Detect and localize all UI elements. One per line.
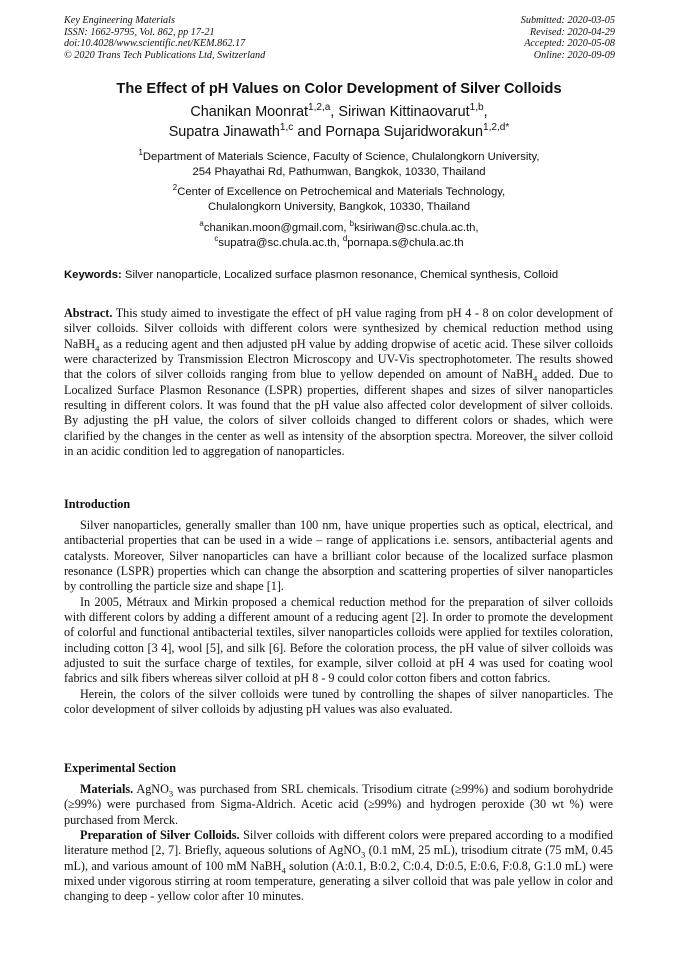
journal-header-left: [64, 15, 265, 61]
journal-name: Key Engineering Materials: [64, 15, 175, 26]
author-affiliation-sup: 1,2,a: [307, 102, 331, 114]
introduction-heading: Introduction: [64, 497, 131, 511]
email-list: [0, 221, 678, 251]
affiliation-2: [0, 185, 678, 215]
author-affiliation-sup: 1,c: [279, 121, 294, 133]
subscript: 4: [95, 343, 100, 354]
author-name: Supatra Jinawath: [168, 123, 280, 140]
paragraph: In 2005, Métraux and Mirkin proposed a chemical reduction method for the preparation of silver colloids with different colors by adding a different amount of a reducing agent [2]. In order to promote the development of colorful and functional antibacterial textiles, silver nanoparticles colloids were applied for textiles coloration, including cotton [3 4], wool [5], and silk [6]. Before the coloration process, the pH value of silver colloids was adjusted to suit the surface charge of textiles, for example, silver colloid at pH 4 was used for coating wool fabrics and silk fibers whereas silver colloid at pH 8 - 9 could color cotton fibers and cotton fabrics.: [64, 594, 613, 686]
paragraph-text: (0.1 mM, 25 mL), trisodium citrate (75 mM, 0.45 mL), and various amount of 100 mM NaBH: [64, 843, 613, 873]
experimental-heading: Experimental Section: [64, 761, 177, 775]
affiliation-1: [0, 150, 678, 180]
copyright: © 2020 Trans Tech Publications Ltd, Switzerland: [64, 49, 266, 61]
separator: ,: [336, 237, 343, 249]
separator: ,: [475, 222, 479, 234]
author-line-1: [0, 103, 678, 123]
affiliation-text: Center of Excellence on Petrochemical and Materials Technology,: [177, 186, 506, 198]
affiliation-number: 2: [172, 183, 178, 193]
author-affiliation-sup: 1,b: [469, 102, 484, 114]
accepted-date: Accepted: 2020-05-08: [524, 38, 615, 50]
submitted-date: Submitted: 2020-03-05: [520, 15, 615, 26]
email-link[interactable]: chanikan.moon@gmail.com: [203, 222, 344, 234]
keywords-text: Silver nanoparticle, Localized surface plasmon resonance, Chemical synthesis, Colloid: [121, 269, 559, 281]
abstract-text: This study aimed to investigate the effect of pH value raging from pH 4 - 8 on color development of silver colloids. Silver colloids with different colors were synthesized by chemical reduction method using NaBH: [64, 306, 613, 351]
email-sup: d: [342, 234, 348, 244]
online-date: Online: 2020-09-09: [533, 49, 615, 61]
abstract: [64, 306, 613, 459]
revised-date: Revised: 2020-04-29: [529, 26, 615, 38]
abstract-text: as a reducing agent and then adjusted pH value by adding dropwise of acetic acid. These silver colloids were characterized by Transmission Electron Microscopy and UV-Vis spectrophotometer. The results showed that the colors of silver colloids ranging from blue to yellow depended on amount of NaBH: [64, 336, 613, 382]
run-in-heading: Materials.: [80, 782, 134, 796]
paragraph-preparation: [64, 828, 613, 905]
paragraph-materials: [64, 782, 613, 828]
separator: ,: [483, 104, 488, 120]
paragraph-text: Silver colloids with different colors were prepared according to a modified literature method [2, 7]. Briefly, aqueous solutions of AgNO: [64, 828, 613, 858]
affiliation-text: Department of Materials Science, Faculty of Science, Chulalongkorn University,: [142, 151, 540, 163]
subscript: 4: [533, 373, 538, 384]
paragraph-text: was purchased from SRL chemicals. Trisodium citrate (≥99%) and sodium borohydride (≥99%) were purchased from Sigma-Aldrich. Acetic acid (≥99%) and hydrogen peroxide (30 wt %) were purchased from Merck.: [64, 782, 613, 827]
paper-title: The Effect of pH Values on Color Development of Silver Colloids: [116, 81, 562, 97]
separator: ,: [343, 222, 350, 234]
paragraph: Herein, the colors of the silver colloids were tuned by controlling the shapes of silver nanoparticles. The color development of silver colloids by adjusting pH values was also evaluated.: [64, 686, 613, 717]
email-link[interactable]: supatra@sc.chula.ac.th: [218, 237, 337, 249]
email-link[interactable]: pornapa.s@chula.ac.th: [347, 237, 464, 249]
author-name: Pornapa Sujaridworakun: [325, 123, 483, 140]
author-name: Chanikan Moonrat: [190, 104, 308, 120]
introduction-body: [64, 518, 613, 717]
issn: ISSN: 1662-9795, Vol. 862, pp 17-21: [64, 26, 215, 38]
email-sup: b: [349, 219, 355, 229]
email-link[interactable]: ksiriwan@sc.chula.ac.th: [354, 222, 476, 234]
author-list: [0, 103, 678, 142]
run-in-heading: Preparation of Silver Colloids.: [80, 828, 240, 843]
keywords-label: Keywords:: [64, 269, 122, 281]
email-sup: c: [214, 234, 219, 244]
abstract-text: added. Due to Localized Surface Plasmon Resonance (LSPR) properties, different shapes and sizes of silver nanoparticles resulting in different colors. It was found that the pH value also affected color development of silver colloids. By adjusting the pH value, the colors of silver colloids changed to different colors or shades, which were clarified by the changes in the center as well as intensity of the absorption spectra. Moreover, the silver colloid in an acidic condition led to aggregation of nanoparticles.: [64, 367, 614, 459]
affiliation-address: Chulalongkorn University, Bangkok, 10330, Thailand: [207, 201, 471, 213]
paragraph: Silver nanoparticles, generally smaller than 100 nm, have unique properties such as optical, electrical, and antibacterial properties that can be used in a wide – range of applications i.e. sensors, antibacterial agents and catalysts. Moreover, Silver nanoparticles can have a brilliant color because of the localized surface plasmon resonance (LSPR) properties which can change the absorption and scattering properties of silver nanoparticles by controlling the particle size and shape [1].: [64, 518, 613, 594]
journal-header-right: [521, 15, 615, 61]
subscript: 3: [168, 788, 174, 799]
subscript: 3: [361, 849, 366, 860]
author-name: Siriwan Kittinaovarut: [338, 104, 470, 120]
affiliation-number: 1: [138, 148, 143, 158]
email-sup: a: [199, 219, 204, 229]
affiliation-address: 254 Phayathai Rd, Pathumwan, Bangkok, 10330, Thailand: [192, 166, 486, 178]
paragraph-text: solution (A:0.1, B:0.2, C:0.4, D:0.5, E:0.6, F:0.8, G:1.0 mL) were mixed under vigorous stirring at room temperature, generating a silver colloid that was pale yellow in color and changing to deep - yellow color after 10 minutes.: [64, 858, 614, 904]
experimental-body: [64, 782, 613, 905]
separator: ,: [330, 104, 339, 120]
separator: and: [293, 123, 326, 140]
doi: doi:10.4028/www.scientific.net/KEM.862.17: [64, 38, 246, 50]
abstract-label: Abstract.: [64, 306, 113, 320]
author-affiliation-sup: 1,2,d*: [482, 121, 510, 133]
keywords: [64, 269, 624, 281]
paragraph-text: AgNO: [133, 782, 169, 796]
subscript: 4: [281, 865, 286, 876]
author-line-2: [0, 123, 678, 143]
